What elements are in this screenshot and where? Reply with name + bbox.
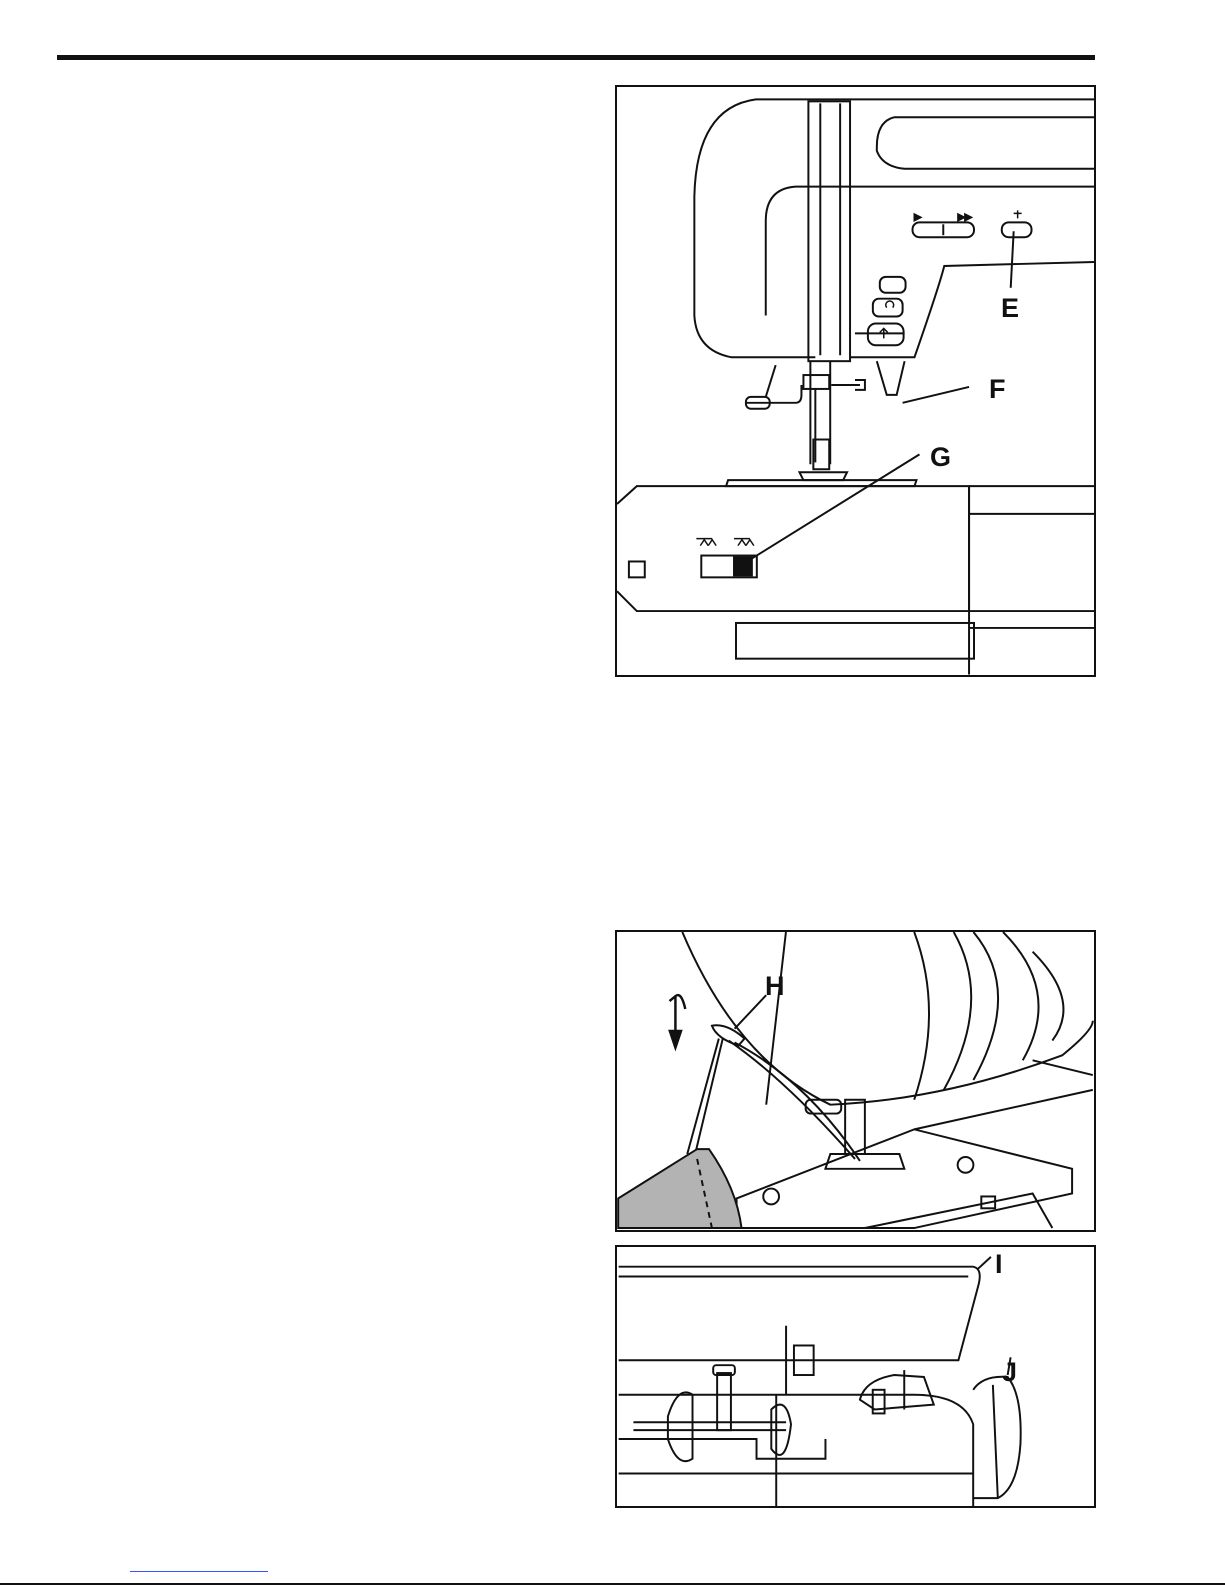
figure-machine-front: [615, 85, 1096, 677]
footer-link-underline[interactable]: [130, 1571, 268, 1572]
machine-front-illustration: [617, 87, 1094, 675]
callout-j: J: [1002, 1357, 1018, 1387]
figure-threading: [615, 930, 1096, 1232]
callout-g: G: [930, 442, 952, 472]
callout-h: H: [765, 971, 785, 1001]
callout-i: I: [995, 1249, 1003, 1279]
callout-f: F: [989, 374, 1006, 404]
threading-illustration: [617, 932, 1094, 1230]
header-rule: [57, 55, 1095, 60]
callout-e: E: [1001, 293, 1020, 323]
figure-top-cover: [615, 1245, 1096, 1508]
top-cover-illustration: [617, 1247, 1094, 1506]
